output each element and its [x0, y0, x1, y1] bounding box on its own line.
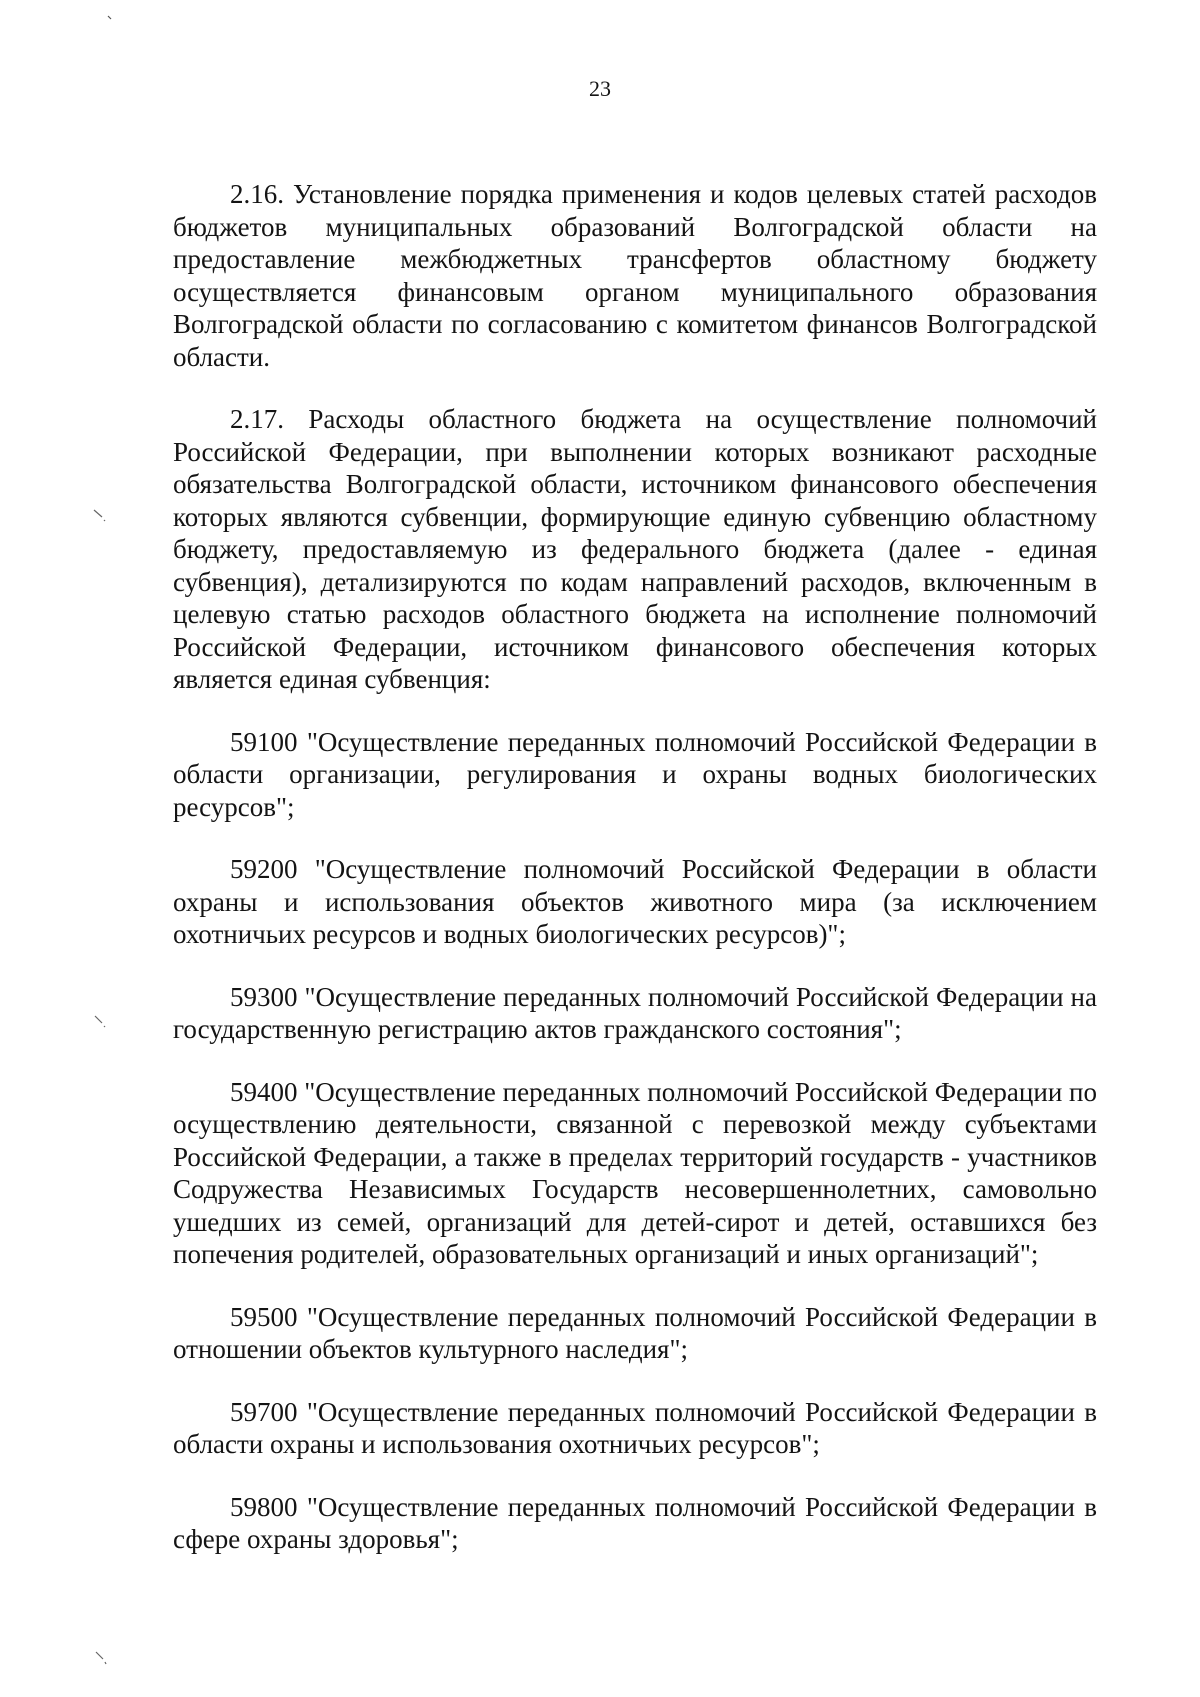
paragraph-2-17: 2.17. Расходы областного бюджета на осуществление полномочий Российской Федерации, при выполнении которых возникают расходные обязательства Волгоградской области, источником финансового обеспечения которых являются субвенции, формирующие единую субвенцию областному бюджету, предоставляемую из федерального бюджета (далее - единая субвенция), детализируются по кодам направлений расходов, включенным в целевую статью расходов областного бюджета на исполнение полномочий Российской Федерации, источником финансового обеспечения которых является единая субвенция:: [173, 404, 1097, 694]
budget-code-description: "Осуществление переданных полномочий Российской Федерации в сфере охраны здоровья";: [173, 1491, 1097, 1554]
budget-code-item-59200: [173, 853, 1097, 951]
document-body: [173, 178, 1097, 1586]
budget-code-description: "Осуществление переданных полномочий Российской Федерации в области охраны и использования охотничьих ресурсов";: [173, 1396, 1097, 1459]
budget-code-item-59700: [173, 1396, 1097, 1461]
budget-code-item-59400: [173, 1076, 1097, 1271]
budget-code: 59700: [230, 1396, 298, 1427]
budget-code-description: "Осуществление переданных полномочий Российской Федерации в отношении объектов культурного наследия";: [173, 1301, 1097, 1364]
budget-code-description: "Осуществление переданных полномочий Российской Федерации по осуществлению деятельности, связанной с перевозкой между субъектами Российской Федерации, а также в пределах территорий государств - участников Содружества Независимых Государств несовершеннолетних, самовольно ушедших из семей, организаций для детей-сирот и детей, оставшихся без попечения родителей, образовательных организаций и иных организаций";: [173, 1076, 1097, 1269]
budget-code: 59300: [230, 981, 298, 1012]
budget-code-item-59800: [173, 1491, 1097, 1556]
budget-code-item-59500: [173, 1301, 1097, 1366]
scan-speck-mark: [93, 1013, 111, 1031]
budget-code: 59200: [230, 854, 298, 884]
budget-code-description: "Осуществление полномочий Российской Федерации в области охраны и использования объектов животного мира (за исключением охотничьих ресурсов и водных биологических ресурсов)";: [173, 854, 1098, 949]
scan-speck-mark: [92, 506, 110, 524]
budget-code: 59800: [230, 1491, 298, 1522]
paragraph-2-16: 2.16. Установление порядка применения и кодов целевых статей расходов бюджетов муниципальных образований Волгоградской области на предоставление межбюджетных трансфертов областному бюджету осуществляется финансовым органом муниципального образования Волгоградской области по согласованию с комитетом финансов Волгоградской области.: [173, 179, 1097, 372]
budget-code: 59100: [230, 726, 298, 757]
budget-code-item-59100: [173, 726, 1097, 824]
page-number: 23: [589, 76, 611, 101]
budget-code-item-59300: [173, 981, 1097, 1046]
scan-speck-mark: [104, 10, 122, 28]
budget-code-description: "Осуществление переданных полномочий Российской Федерации на государственную регистрацию актов гражданского состояния";: [173, 981, 1097, 1044]
scan-speck-mark: [94, 1650, 112, 1668]
budget-code-description: "Осуществление переданных полномочий Российской Федерации в области организации, регулирования и охраны водных биологических ресурсов";: [173, 726, 1097, 822]
budget-code: 59500: [230, 1301, 298, 1332]
budget-code: 59400: [230, 1076, 298, 1107]
